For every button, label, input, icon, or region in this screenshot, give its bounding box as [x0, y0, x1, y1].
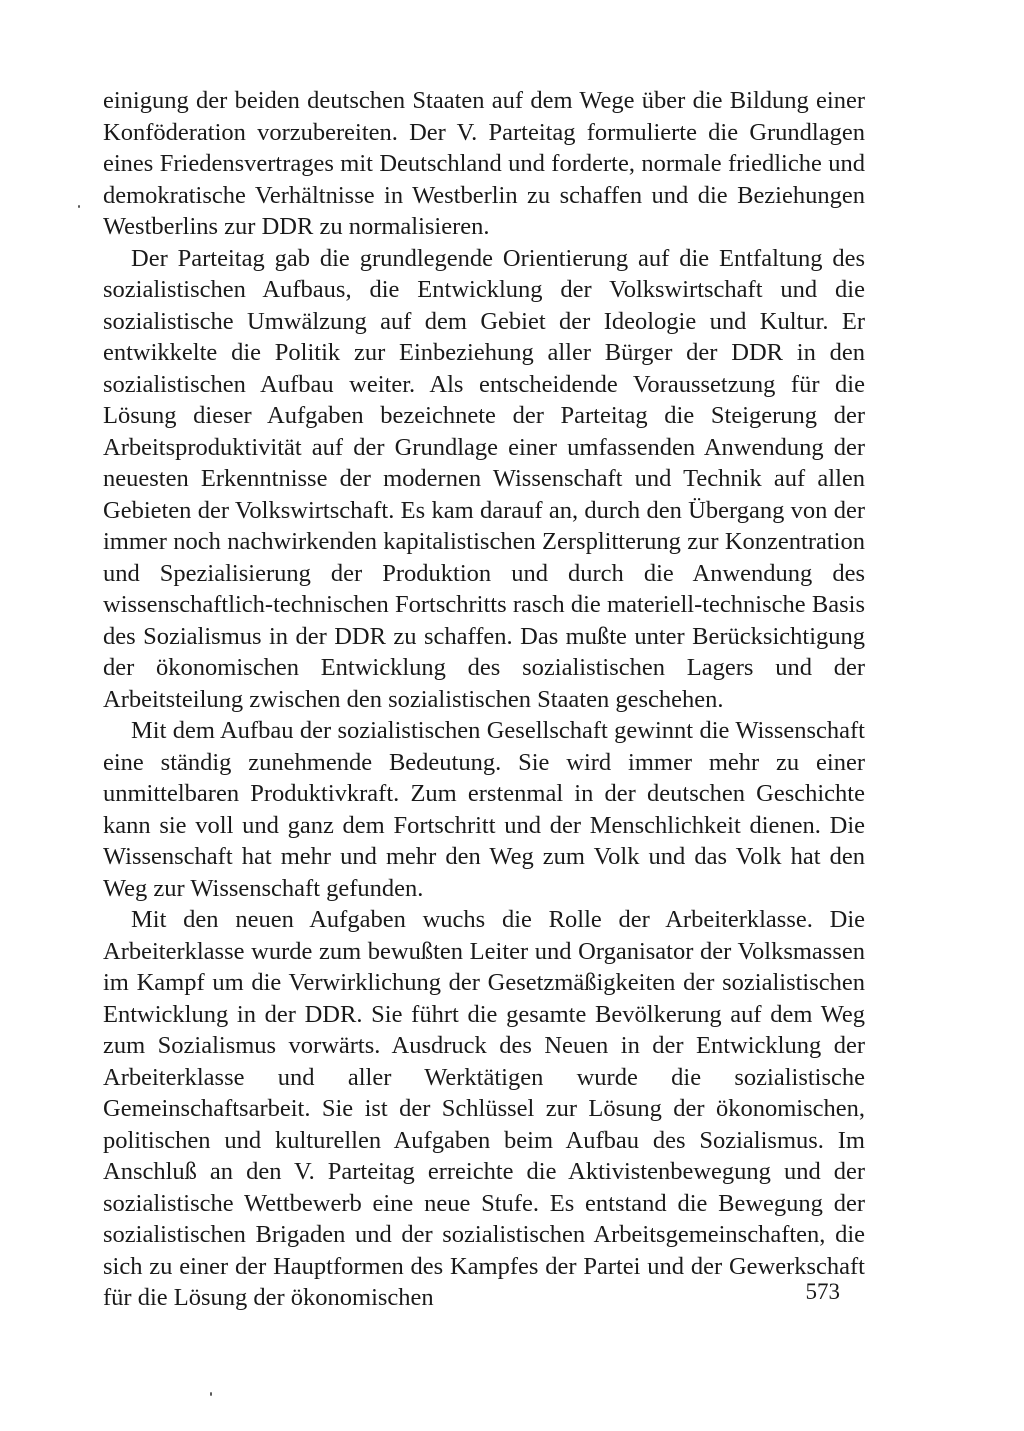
- body-text: [103, 85, 865, 1314]
- scan-speck: [210, 1392, 212, 1396]
- paragraph-2: Der Parteitag gab die grundlegende Orientierung auf die Entfaltung des sozialistischen Aufbaus, die Entwicklung der Volkswirtschaft und die sozialistische Umwälzung auf dem Gebiet der Ideologie und Kultur. Er entwikkelte die Politik zur Einbeziehung aller Bürger der DDR in den sozialistischen Aufbau weiter. Als entscheidende Voraussetzung für die Lösung dieser Aufgaben bezeichnete der Parteitag die Steigerung der Arbeitsproduktivität auf der Grundlage einer umfassenden Anwendung der neuesten Erkenntnisse der modernen Wissenschaft und Technik auf allen Gebieten der Volkswirtschaft. Es kam darauf an, durch den Übergang von der immer noch nachwirkenden kapitalistischen Zersplitterung zur Konzentration und Spezialisierung der Produktion und durch die Anwendung des wissenschaftlich-technischen Fortschritts rasch die materiell-technische Basis des Sozialismus in der DDR zu schaffen. Das mußte unter Berücksichtigung der ökonomischen Entwicklung des sozialistischen Lagers und der Arbeitsteilung zwischen den sozialistischen Staaten geschehen.: [103, 244, 865, 713]
- page-number: 573: [805, 1279, 840, 1304]
- paragraph-3: Mit dem Aufbau der sozialistischen Gesellschaft gewinnt die Wissenschaft eine ständig zunehmende Bedeutung. Sie wird immer mehr zu einer unmittelbaren Produktivkraft. Zum erstenmal in der deutschen Geschichte kann sie voll und ganz dem Fortschritt und der Menschlichkeit dienen. Die Wissenschaft hat mehr und mehr den Weg zum Volk und das Volk hat den Weg zur Wissenschaft gefunden.: [103, 717, 865, 902]
- paragraph-4: Mit den neuen Aufgaben wuchs die Rolle der Arbeiterklasse. Die Arbeiterklasse wurde zum bewußten Leiter und Organisator der Volksmassen im Kampf um die Verwirklichung der Gesetzmäßigkeiten der sozialistischen Entwicklung in der DDR. Sie führt die gesamte Bevölkerung auf dem Weg zum Sozialismus vorwärts. Ausdruck des Neuen in der Entwicklung der Arbeiterklasse und aller Werktätigen wurde die sozialistische Gemeinschaftsarbeit. Sie ist der Schlüssel zur Lösung der ökonomischen, politischen und kulturellen Aufgaben beim Aufbau des Sozialismus. Im Anschluß an den V. Parteitag erreichte die Aktivistenbewegung und der sozialistische Wettbewerb eine neue Stufe. Es entstand die Bewegung der sozialistischen Brigaden und der sozialistischen Arbeitsgemeinschaften, die sich zu einer der Hauptformen des Kampfes der Partei und der Gewerkschaft für die Lösung der ökonomischen: [103, 906, 865, 1311]
- scan-speck: [78, 205, 80, 208]
- paragraph-1: einigung der beiden deutschen Staaten auf dem Wege über die Bildung einer Konföderation vorzubereiten. Der V. Parteitag formulierte die Grundlagen eines Friedensvertrages mit Deutschland und forderte, normale friedliche und demokratische Verhältnisse in Westberlin zu schaffen und die Beziehungen Westberlins zur DDR zu normalisieren.: [103, 87, 865, 240]
